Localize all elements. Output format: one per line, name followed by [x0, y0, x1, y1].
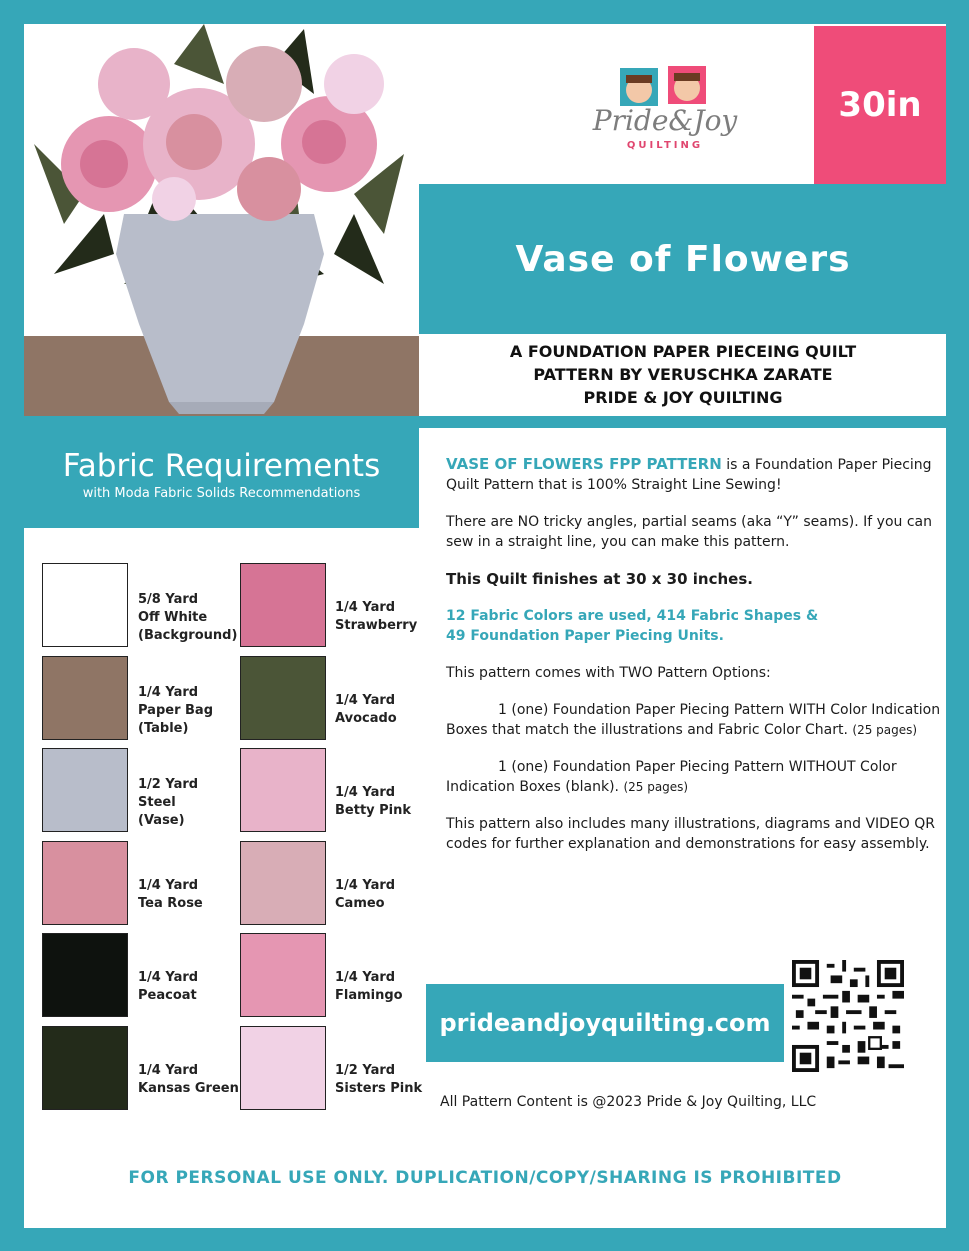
description-finish: This Quilt finishes at 30 x 30 inches.: [446, 570, 753, 588]
fabric-swatch: [42, 656, 128, 740]
fabric-swatch: [42, 933, 128, 1017]
fabric-label: [138, 877, 240, 913]
fabric-label-line: Tea Rose: [138, 895, 203, 911]
description-p7-pages: (25 pages): [623, 780, 689, 794]
fabric-swatch: [42, 563, 128, 647]
fabric-label-line: Kansas Green: [138, 1081, 239, 1096]
description-lead: VASE OF FLOWERS FPP PATTERN: [446, 455, 722, 473]
qr-code-icon: [790, 960, 906, 1072]
fabric-label-line: 1/2 Yard: [335, 1063, 396, 1078]
fabric-label-line: 1/4 Yard: [335, 877, 396, 893]
fabric-label-line: (Background): [138, 628, 238, 643]
website-link[interactable]: prideandjoyquilting.com: [426, 984, 784, 1062]
subtitle-line: A FOUNDATION PAPER PIECEING QUILT: [509, 342, 857, 361]
logo-subtext: QUILTING: [626, 140, 704, 151]
frame-bottom: [0, 1228, 969, 1251]
brand-logo: [580, 60, 750, 160]
fabric-label-line: Flamingo: [335, 988, 403, 1004]
description-p4a: 12 Fabric Colors are used, 414 Fabric Shapes &: [446, 608, 819, 624]
description-p7: 1 (one) Foundation Paper Piecing Pattern WITHOUT Color Indication Boxes (blank).: [446, 759, 897, 795]
frame-left: [0, 0, 24, 1251]
title-divider: [419, 416, 947, 428]
description-p2: There are NO tricky angles, partial seams (aka “Y” seams). If you can sew in a straight line, you can make this pattern.: [446, 514, 932, 550]
frame-right: [946, 0, 969, 1251]
fabric-label: [335, 877, 437, 913]
fabric-label: [138, 776, 240, 830]
fabric-label-line: Off White: [138, 610, 208, 625]
fabric-label-line: Paper Bag: [138, 702, 213, 718]
fabric-label-line: 1/4 Yard: [335, 692, 396, 708]
fabric-label-line: Sisters Pink: [335, 1081, 423, 1096]
page-title: Vase of Flowers: [419, 184, 947, 334]
size-badge: 30in: [814, 26, 946, 184]
fabric-swatch: [240, 1026, 326, 1110]
description-p6: 1 (one) Foundation Paper Piecing Pattern WITH Color Indication Boxes that match the illustrations and Fabric Color Chart.: [446, 702, 941, 738]
fabric-swatch: [42, 748, 128, 832]
fabric-label-line: Steel: [138, 795, 176, 811]
fabric-label-line: 1/4 Yard: [335, 970, 396, 986]
fabric-label-line: Strawberry: [335, 618, 418, 633]
fabric-swatch: [240, 563, 326, 647]
fabric-label: [335, 1062, 437, 1098]
fabric-swatch: [240, 841, 326, 925]
fabric-label-line: 1/4 Yard: [335, 600, 396, 615]
fabric-label-line: 1/4 Yard: [138, 1063, 199, 1078]
fabric-requirements-header: [24, 416, 419, 528]
fabric-label-line: 1/4 Yard: [335, 785, 396, 801]
vase-flowers-illustration: [24, 24, 419, 416]
description-p6-pages: (25 pages): [852, 723, 918, 737]
fabric-label: [138, 591, 240, 645]
fabric-label-line: 1/4 Yard: [138, 684, 199, 700]
fabric-label: [335, 692, 437, 728]
pattern-description: [446, 454, 941, 871]
fabric-label: [335, 784, 437, 820]
subtitle-line: PATTERN BY VERUSCHKA ZARATE: [533, 365, 833, 384]
fabric-swatch: [42, 1026, 128, 1110]
description-lead-rest: is a Foundation Paper Piecing Quilt Pattern that is 100% Straight Line Sewing!: [446, 457, 932, 493]
fabric-label: [138, 1062, 240, 1098]
fabric-label: [335, 969, 437, 1005]
fabric-label-line: 1/4 Yard: [138, 970, 199, 986]
fabric-swatch: [42, 841, 128, 925]
fabric-label-line: 5/8 Yard: [138, 592, 199, 607]
fabric-label-line: 1/2 Yard: [138, 777, 199, 793]
fabric-label-line: Betty Pink: [335, 803, 412, 819]
fabric-swatch: [240, 933, 326, 1017]
fabric-label-line: Avocado: [335, 710, 397, 726]
fabric-label: [138, 969, 240, 1005]
copyright-notice: All Pattern Content is @2023 Pride & Joy Quilting, LLC: [440, 1094, 817, 1110]
fabric-requirements-subtitle: with Moda Fabric Solids Recommendations: [82, 486, 361, 501]
fabric-label: [335, 599, 437, 635]
fabric-label-line: (Table): [138, 720, 189, 736]
logo-faces-icon: [580, 60, 750, 110]
description-p5: This pattern comes with TWO Pattern Options:: [446, 665, 771, 681]
fabric-label-line: Cameo: [335, 895, 385, 911]
subtitle-line: PRIDE & JOY QUILTING: [583, 388, 783, 407]
fabric-label-line: (Vase): [138, 813, 185, 829]
fabric-requirements-title: Fabric Requirements: [62, 448, 381, 484]
fabric-label-line: Peacoat: [138, 988, 197, 1004]
subtitle: [419, 340, 947, 409]
frame-top: [0, 0, 969, 24]
fabric-label: [138, 684, 240, 738]
fabric-label-line: 1/4 Yard: [138, 877, 199, 893]
fabric-swatch: [240, 748, 326, 832]
fabric-swatch: [240, 656, 326, 740]
description-p4b: 49 Foundation Paper Piecing Units.: [446, 628, 724, 644]
description-p8: This pattern also includes many illustrations, diagrams and VIDEO QR codes for further explanation and demonstrations for easy assembly.: [446, 816, 935, 852]
personal-use-notice: FOR PERSONAL USE ONLY. DUPLICATION/COPY/SHARING IS PROHIBITED: [128, 1168, 842, 1188]
logo-wordmark: Pride&Joy: [592, 104, 738, 137]
